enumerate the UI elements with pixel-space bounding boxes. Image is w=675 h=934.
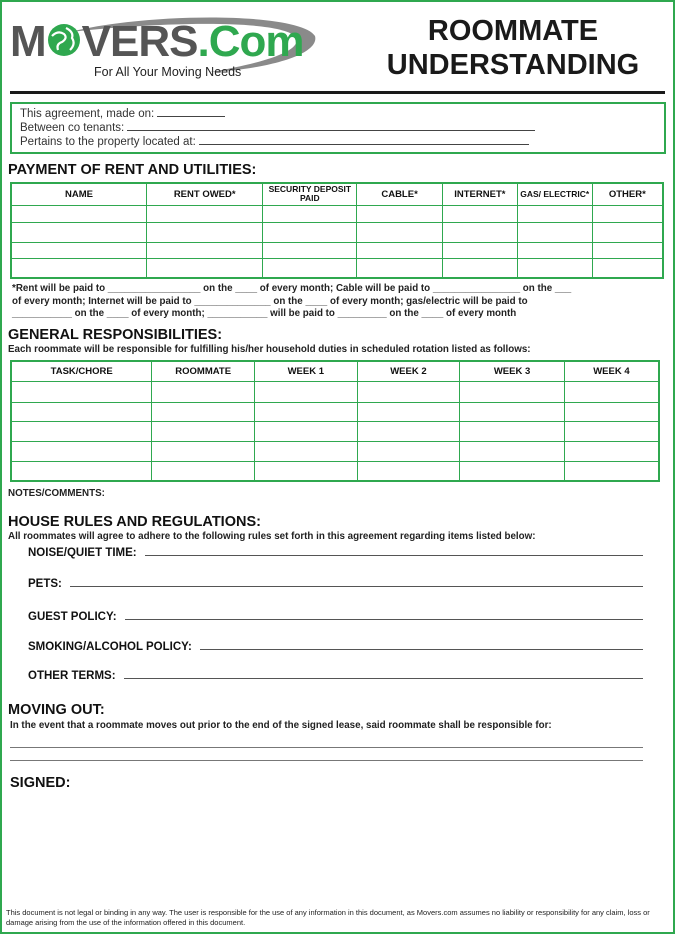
rent-table-header (11, 183, 663, 205)
made-on-label: This agreement, made on: (20, 108, 155, 120)
rule-other-label: OTHER TERMS: (28, 670, 116, 682)
rent-header-rent-owed: RENT OWED* (146, 183, 263, 205)
rent-header-security-deposit: SECURITY DEPOSIT PAID (263, 183, 357, 205)
chore-row[interactable] (11, 421, 659, 441)
rule-noise-field[interactable] (145, 554, 643, 556)
rent-header-gas-electric: GAS/ ELECTRIC* (517, 183, 592, 205)
rent-note-line-1: *Rent will be paid to _________________ on the ____ of every month; Cable will be paid to ________________ on the ___ (12, 283, 572, 294)
responsibilities-intro: Each roommate will be responsible for fulfilling his/her household duties in scheduled rotation listed as follows: (8, 344, 531, 355)
chore-header-week-3: WEEK 3 (460, 361, 565, 381)
between-label: Between co tenants: (20, 122, 125, 134)
rent-header-other: OTHER* (592, 183, 663, 205)
responsibilities-section-title: GENERAL RESPONSIBILITIES: (8, 327, 223, 343)
globe-icon (46, 22, 82, 58)
agreement-between (20, 120, 535, 134)
rule-smoking-alcohol (28, 641, 643, 653)
moving-out-line-1[interactable] (10, 747, 643, 748)
chore-header-roommate: ROOMMATE (152, 361, 255, 381)
rent-header-name: NAME (11, 183, 146, 205)
disclaimer-text: This document is not legal or binding in any way. The user is responsible for the use of any information in this document, as Movers.com assumes no liability or responsibility for any claim, loss or damage arising from the use of the information offered in this document. (6, 908, 650, 927)
logo-wordmark (10, 17, 304, 66)
rent-table (10, 182, 664, 279)
rule-noise-quiet-time (28, 547, 643, 559)
property-address-field[interactable] (199, 134, 529, 145)
chore-row[interactable] (11, 441, 659, 461)
chore-header-week-2: WEEK 2 (357, 361, 460, 381)
rule-guest-field[interactable] (125, 618, 643, 620)
rent-header-cable: CABLE* (357, 183, 443, 205)
rule-smoking-field[interactable] (200, 648, 643, 650)
house-rules-section-title: HOUSE RULES AND REGULATIONS: (8, 514, 261, 530)
agreement-made-on (20, 106, 225, 120)
chore-row[interactable] (11, 461, 659, 481)
rent-row[interactable] (11, 242, 663, 258)
agreement-box (10, 102, 666, 154)
title-line-2: UNDERSTANDING (386, 49, 640, 81)
made-on-field[interactable] (157, 106, 225, 117)
rent-header-internet: INTERNET* (442, 183, 517, 205)
rule-smoking-label: SMOKING/ALCOHOL POLICY: (28, 641, 192, 653)
moving-out-line-2[interactable] (10, 760, 643, 761)
document-title (383, 14, 643, 82)
rent-payment-note (12, 283, 652, 321)
rule-pets (28, 578, 643, 590)
rent-note-line-3: ___________ on the ____ of every month; ___________ will be paid to _________ on the ____ of every month (12, 308, 517, 319)
rent-row[interactable] (11, 222, 663, 242)
logo-tagline: For All Your Moving Needs (94, 65, 242, 79)
chore-header-week-1: WEEK 1 (254, 361, 357, 381)
logo-letter-m: M (10, 17, 46, 66)
title-line-1: ROOMMATE (427, 15, 599, 47)
rule-pets-label: PETS: (28, 578, 62, 590)
chore-table (10, 360, 660, 482)
chore-row[interactable] (11, 402, 659, 421)
chore-table-header (11, 361, 659, 381)
logo-letters-vers: VERS (81, 17, 198, 66)
notes-comments-label: NOTES/COMMENTS: (8, 488, 105, 499)
chore-header-week-4: WEEK 4 (564, 361, 659, 381)
pertains-label: Pertains to the property located at: (20, 136, 196, 148)
house-rules-intro: All roommates will agree to adhere to the following rules set forth in this agreement regarding items listed below: (8, 531, 536, 542)
header-divider (10, 91, 665, 94)
logo-dotcom: .Com (197, 17, 304, 66)
signed-label: SIGNED: (10, 775, 71, 791)
rule-guest-policy (28, 611, 643, 623)
rent-note-line-2: of every month; Internet will be paid to ______________ on the ____ of every month; gas/electric will be paid to (12, 295, 528, 307)
moving-out-text: In the event that a roommate moves out prior to the end of the signed lease, said roommate shall be responsible for: (10, 720, 552, 731)
rule-other-terms (28, 670, 643, 682)
chore-row[interactable] (11, 381, 659, 402)
rule-other-field[interactable] (124, 677, 643, 679)
rule-noise-label: NOISE/QUIET TIME: (28, 547, 137, 559)
agreement-pertains (20, 134, 529, 148)
co-tenants-field[interactable] (127, 120, 535, 131)
rule-guest-label: GUEST POLICY: (28, 611, 117, 623)
rent-section-title: PAYMENT OF RENT AND UTILITIES: (8, 162, 257, 178)
rent-row[interactable] (11, 205, 663, 222)
rule-pets-field[interactable] (70, 585, 643, 587)
chore-header-task: TASK/CHORE (11, 361, 152, 381)
rent-row[interactable] (11, 258, 663, 278)
moving-out-section-title: MOVING OUT: (8, 702, 105, 718)
